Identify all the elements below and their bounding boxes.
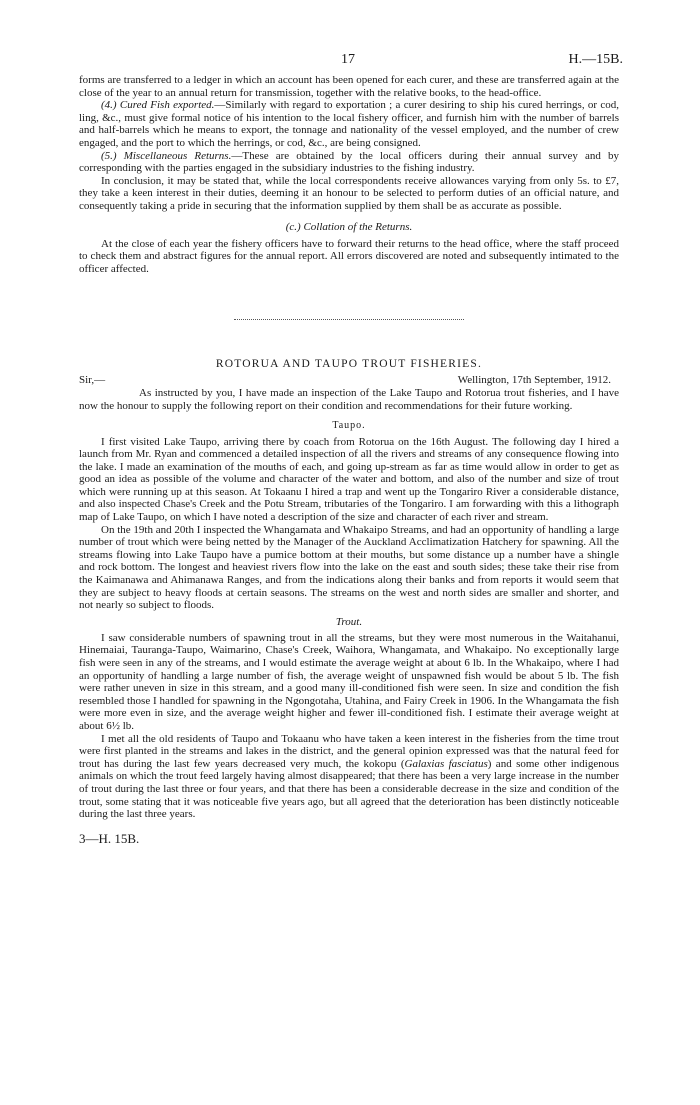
page-header (79, 52, 623, 74)
collation-caption: (c.) Collation of the Returns. (285, 220, 413, 233)
paragraph-cured-fish (79, 99, 619, 149)
paragraph-collation: At the close of each year the fishery officers have to forward their returns to the head office, where the staff proceed to check them and abstract figures for the annual report. All errors discovered are noted and subsequently intimated to the officer affected. (79, 237, 619, 275)
paragraph-conclusion: In conclusion, it may be stated that, while the local correspondents receive allowances varying from only 5s. to £7, they take a keen interest in their duties, deeming it an honour to be selected to perform duties of an official nature, and consequently taking a pride in securing that the information supplied by them shall be as accurate as possible. (79, 174, 619, 212)
residents-text-start: I met all the old residents of Taupo and Tokaanu who have taken a keen interest in the fisheries from the time trout were first planted in the streams and lakes in the district, and the general opinion expressed was that the natural feed for trout has during the last few years decreased very much, the kokopu ( (79, 732, 619, 770)
report-title: ROTORUA AND TAUPO TROUT FISHERIES. (215, 358, 483, 371)
paragraph-taupo-visit: I first visited Lake Taupo, arriving there by coach from Rotorua on the 16th August. The following day I hired a launch from Mr. Ryan and commenced a detailed inspection of all the rivers and streams of any consequence flowing into the lake. I made an examination of the mouths of each, and going up-stream as far as time would allow in order to get as good an idea as possible of the volume and character of the water and bottom, and also of the number and size of trout which were running up at this season. At Tokaanu I hired a trap and went up the Tongariro River a considerable distance, and also inspected Chase's Creek and the Potu Stream, tributaries of the Tongariro. I am forwarding with this a lithograph map of Lake Taupo, on which I have noted a description of the size and character of each river and stream. (79, 435, 619, 524)
page-signature: 3—H. 15B. (79, 830, 140, 846)
paragraph-trout-residents (79, 733, 619, 821)
paragraph-miscellaneous (79, 150, 619, 175)
miscellaneous-text: —These are obtained by the local officers during their annual survey and by corresponding with the parties engaged in the subsidiary industries to the fishing industry. (79, 149, 620, 175)
document-page (79, 52, 623, 847)
paragraph-opening: As instructed by you, I have made an inspection of the Lake Taupo and Rotorua trout fisheries, and I have now the honour to supply the following report on their condition and recommendations for their future working. (79, 387, 619, 412)
species-name: Galaxias fasciatus (404, 757, 488, 770)
document-reference: H.—15B. (568, 52, 623, 67)
salutation-line (79, 374, 619, 387)
report-date: Wellington, 17th September, 1912. (457, 374, 611, 387)
salutation: Sir,— (79, 374, 106, 387)
section-divider (234, 319, 464, 320)
miscellaneous-label: (5.) Miscellaneous Returns. (101, 149, 232, 162)
paragraph-trout-spawning: I saw considerable numbers of spawning trout in all the streams, but they were most numerous in the Waitahanui, Hinemaiai, Tauranga-Taupo, Waimarino, Chase's Creek, Waihora, Whangamata, and Whakaipo. No exceptionally large fish were seen in any of the streams, and I would estimate the average weight at about 6 lb. In the Whakaipo, where I had an opportunity of handling a large number of fish, the average weight of unspawned fish would be about 5 lb. The fish were rather uneven in size in this stream, and a good many ill-conditioned fish were seen. In size and condition the fish resembled those I handled for spawning in the Ngongotaha, Utahina, and Fairy Creek in 1906. In the Whangamata the fish were more even in size, and the average weight higher and fewer ill-conditioned fish. I estimate their average weight at about 6½ lb. (79, 631, 619, 732)
cured-fish-label: (4.) Cured Fish exported. (101, 99, 215, 112)
page-number: 17 (341, 52, 355, 67)
paragraph-ledger: forms are transferred to a ledger in which an account has been opened for each curer, and these are transferred again at the close of the year to an annual return for transmission, together with the relative books, to the head-office. (79, 74, 619, 99)
residents-text-end: ) and some other indigenous animals on which the trout feed largely having almost disappeared; that there has been a very large increase in the number of trout during the last three or four years, and that there has been a considerable decrease in the size and condition of the trout, some stating that it was noticeable five years ago, but all agreed that the deterioration has been distinctly noticeable during the last three years. (79, 757, 619, 821)
taupo-heading: Taupo. (332, 419, 366, 431)
paragraph-taupo-streams: On the 19th and 20th I inspected the Whangamata and Whakaipo Streams, and had an opportunity of handling a large number of trout which were being netted by the Manager of the Auckland Acclimatization Hatchery for spawning. All the streams flowing into Lake Taupo have a pumice bottom at their mouths, but some distance up a number have a shingle and rock bottom. The longest and heaviest rivers flow into the lake on the east and south sides; these take their rise from the Kaimanawa and Ahimanawa Ranges, and from the indications along their banks and from reports it would seem that they are subject to heavy floods at certain seasons. The streams on the west and north sides are smaller and shorter, and not nearly so subject to floods. (79, 523, 619, 612)
cured-fish-text: —Similarly with regard to exportation ; a curer desiring to ship his cured herrings, or cod, ling, &c., must give formal notice of his intention to the local fishery officer, and furnish him with the number of barrels and half-barrels which he means to export, the tonnage and nationality of the vessel employed, and the number of crew engaged, and the port to which the herrings, or cod, &c., are being consigned. (79, 99, 619, 149)
trout-heading: Trout. (335, 615, 363, 628)
